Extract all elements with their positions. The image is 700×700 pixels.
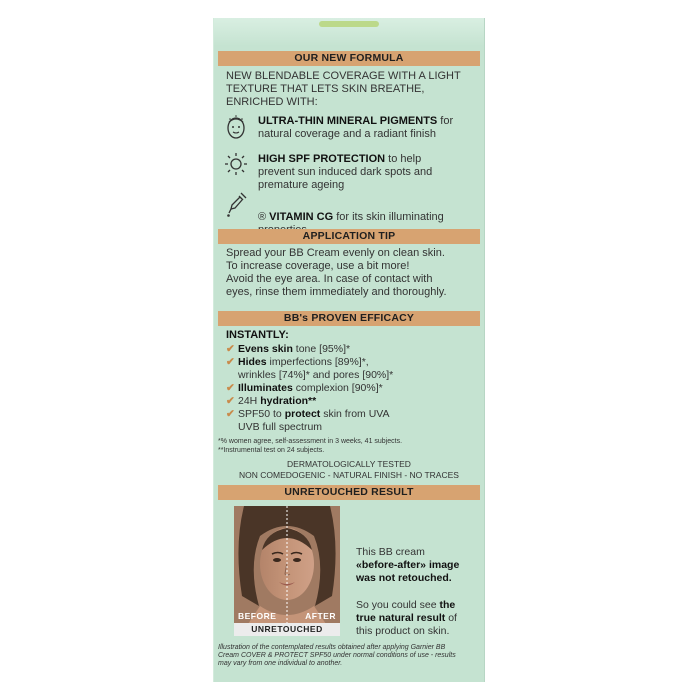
footnote-self-assessment: *% women agree, self-assessment in 3 weeks, 41 subjects. — [218, 438, 403, 445]
feature-mineral-pigments — [258, 115, 453, 141]
claim-non-comedogenic: NON COMEDOGENIC - NATURAL FINISH - NO TRACES — [239, 470, 459, 480]
unretouched-explanation: So you could see the true natural result of this product on skin. — [356, 599, 457, 637]
feature-title: VITAMIN CG — [269, 211, 334, 223]
efficacy-item-continued: wrinkles [74%]* and pores [90%]* — [238, 369, 394, 381]
feature-spf-protection — [258, 153, 432, 192]
top-flap-mark — [319, 21, 379, 27]
efficacy-item: ✔ Evens skin tone [95%]* — [226, 343, 351, 355]
feature-prefix: ® — [258, 211, 267, 223]
formula-intro — [226, 70, 461, 109]
sun-icon — [224, 152, 248, 178]
feature-text: prevent sun induced dark spots and — [258, 166, 433, 178]
efficacy-item: ✔ Hides imperfections [89%]*, — [226, 356, 369, 368]
face-mask-icon — [224, 113, 248, 139]
formula-intro-line: ENRICHED WITH: — [226, 96, 318, 108]
application-line: Avoid the eye area. In case of contact with — [226, 273, 433, 285]
feature-title: HIGH SPF PROTECTION — [258, 153, 386, 165]
feature-title: ULTRA-THIN MINERAL PIGMENTS — [258, 115, 438, 127]
feature-text: to help — [385, 153, 422, 165]
feature-text: natural coverage and a radiant finish — [258, 128, 436, 140]
check-icon: ✔ — [226, 343, 235, 355]
application-line: To increase coverage, use a bit more! — [226, 260, 410, 272]
unretouched-statement: This BB cream «before-after» image was not retouched. — [356, 546, 460, 584]
application-line: Spread your BB Cream evenly on clean skin. — [226, 247, 445, 259]
footnote-instrumental: **Instrumental test on 24 subjects. — [218, 447, 325, 454]
dropper-icon — [226, 191, 250, 217]
check-icon: ✔ — [226, 408, 235, 420]
efficacy-item-continued: UVB full spectrum — [238, 421, 323, 433]
product-box-back — [214, 18, 484, 682]
feature-text: premature ageing — [258, 179, 345, 191]
feature-text: for — [437, 115, 454, 127]
efficacy-item: ✔ SPF50 to protect skin from UVA — [226, 408, 390, 420]
check-icon: ✔ — [226, 395, 235, 407]
feature-text: for its skin illuminating — [333, 211, 444, 223]
unretouched-header: UNRETOUCHED RESULT — [218, 485, 480, 500]
check-icon: ✔ — [226, 382, 235, 394]
efficacy-item: ✔ 24H hydration** — [226, 395, 317, 407]
formula-header: OUR NEW FORMULA — [218, 51, 480, 66]
instantly-label: INSTANTLY: — [226, 329, 289, 341]
box-top-flap — [214, 18, 484, 46]
illustration-disclaimer: Illustration of the contemplated results obtained after applying Garnier BB Cream COVER & PROTECT SPF50 under normal conditions of use - results may vary from one individual to another. — [218, 644, 456, 667]
formula-intro-line: TEXTURE THAT LETS SKIN BREATHE, — [226, 83, 425, 95]
formula-intro-line: NEW BLENDABLE COVERAGE WITH A LIGHT — [226, 70, 461, 82]
before-after-photo — [234, 506, 340, 636]
application-header: APPLICATION TIP — [218, 229, 480, 244]
application-text — [226, 247, 447, 299]
check-icon: ✔ — [226, 356, 235, 368]
before-label: BEFORE — [238, 611, 277, 621]
claim-dermatologically-tested: DERMATOLOGICALLY TESTED — [287, 459, 411, 469]
unretouched-badge: UNRETOUCHED — [234, 623, 340, 636]
efficacy-item: ✔ Illuminates complexion [90%]* — [226, 382, 383, 394]
after-label: AFTER — [305, 611, 336, 621]
efficacy-header: BB's PROVEN EFFICACY — [218, 311, 480, 326]
application-line: eyes, rinse them immediately and thoroughly. — [226, 286, 447, 298]
